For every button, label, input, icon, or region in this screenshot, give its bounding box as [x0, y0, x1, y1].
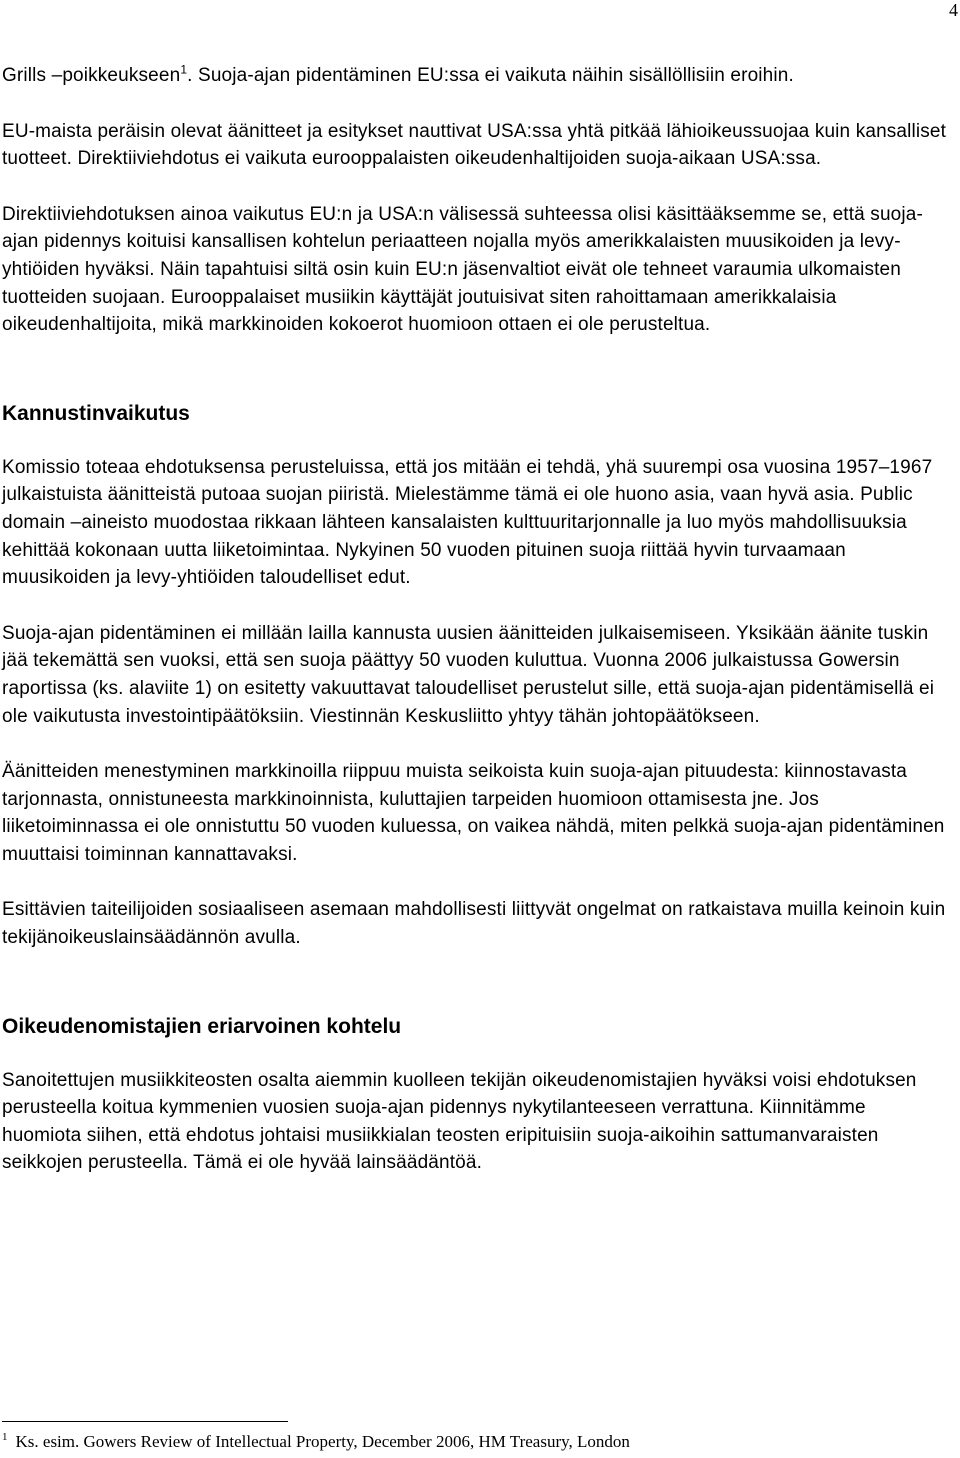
- footnote-divider: [2, 1421, 288, 1422]
- paragraph: Sanoitettujen musiikkiteosten osalta aiemmin kuolleen tekijän oikeudenomistajien hyväksi voisi ehdotuksen perusteella koitua kymmenien vuosien suoja-ajan pidennys nykytilanteeseen verrattuna. Kiinnitämme huomiota siihen, että ehdotus johtaisi musiikkialan teosten eripituisiin suoja-aikoihin sattumanvaraisten seikkojen perusteella. Tämä ei ole hyvää lainsäädäntöä.: [2, 1069, 917, 1174]
- paragraph: Direktiiviehdotuksen ainoa vaikutus EU:n ja USA:n välisessä suhteessa olisi käsittääksemme se, että suoja-ajan pidennys koituisi kansallisen kohtelun periaatteen nojalla myös amerikkalaisten muusikoiden ja levy-yhtiöiden hyväksi. Näin tapahtuisi siltä osin kuin EU:n jäsenvaltiot eivät ole tehneet varaumia ulkomaisten tuotteiden suojaan. Eurooppalaiset musiikin käyttäjät joutuisivat siten rahoittamaan amerikkalaisia oikeudenhaltijoita, mikä markkinoiden kokoerot huomioon ottaen ei ole perusteltua.: [2, 203, 923, 336]
- paragraph: Äänitteiden menestyminen markkinoilla riippuu muista seikoista kuin suoja-ajan pituudesta: kiinnostavasta tarjonnasta, onnistuneesta markkinoinnista, kuluttajien tarpeiden huomioon ottamisesta jne. Jos liiketoiminnassa ei ole onnistuttu 50 vuoden kuluessa, on vaikea nähdä, miten pelkkä suoja-ajan pidentäminen muuttaisi toiminnan kannattavaksi.: [2, 761, 945, 865]
- footnote-text: Ks. esim. Gowers Review of Intellectual Property, December 2006, HM Treasury, London: [15, 1432, 630, 1451]
- footnote-marker: 1: [2, 1431, 8, 1444]
- section-heading: Kannustinvaikutus: [2, 401, 190, 425]
- page-number: 4: [949, 0, 958, 20]
- paragraph: EU-maista peräisin olevat äänitteet ja esitykset nauttivat USA:ssa yhtä pitkää lähioikeussuojaa kuin kansalliset tuotteet. Direktiiviehdotus ei vaikuta eurooppalaisten oikeudenhaltijoiden suoja-aikaan USA:ssa.: [2, 120, 947, 170]
- intro-paragraph: [2, 62, 950, 90]
- footnote: [2, 1431, 630, 1453]
- paragraph: Suoja-ajan pidentäminen ei millään lailla kannusta uusien äänitteiden julkaisemiseen. Yksikään äänite tuskin jää tekemättä sen vuoksi, että sen suoja päättyy 50 vuoden kuluttua. Vuonna 2006 julkaistussa Gowersin raportissa (ks. alaviite 1) on esitetty vakuuttavat taloudelliset perustelut sille, että suoja-ajan pidentämisellä ei ole vaikutusta investointipäätöksiin. Viestinnän Keskusliitto yhtyy tähän johtopäätökseen.: [2, 622, 935, 727]
- paragraph: Esittävien taiteilijoiden sosiaaliseen asemaan mahdollisesti liittyvät ongelmat on ratkaistava muilla keinoin kuin tekijänoikeuslainsäädännön avulla.: [2, 899, 946, 949]
- section-heading: Oikeudenomistajien eriarvoinen kohtelu: [2, 1014, 402, 1038]
- intro-text-continued: . Suoja-ajan pidentäminen EU:ssa ei vaikuta näihin sisällöllisiin eroihin.: [187, 65, 794, 86]
- document-body: [2, 62, 950, 1205]
- footnote-reference[interactable]: 1: [180, 62, 188, 77]
- paragraph: Komissio toteaa ehdotuksensa perusteluissa, että jos mitään ei tehdä, yhä suurempi osa vuosina 1957–1967 julkaistuista äänitteistä putoaa suojan piiristä. Mielestämme tämä ei ole huono asia, vaan hyvä asia. Public domain –aineisto muodostaa rikkaan lähteen kansalaisten kulttuuritarjonnalle ja luo myös mahdollisuuksia kehittää kokonaan uutta liiketoimintaa. Nykyinen 50 vuoden pituinen suoja riittää hyvin turvaamaan muusikoiden ja levy-yhtiöiden taloudelliset edut.: [2, 456, 933, 589]
- intro-text: Grills –poikkeukseen: [2, 65, 181, 86]
